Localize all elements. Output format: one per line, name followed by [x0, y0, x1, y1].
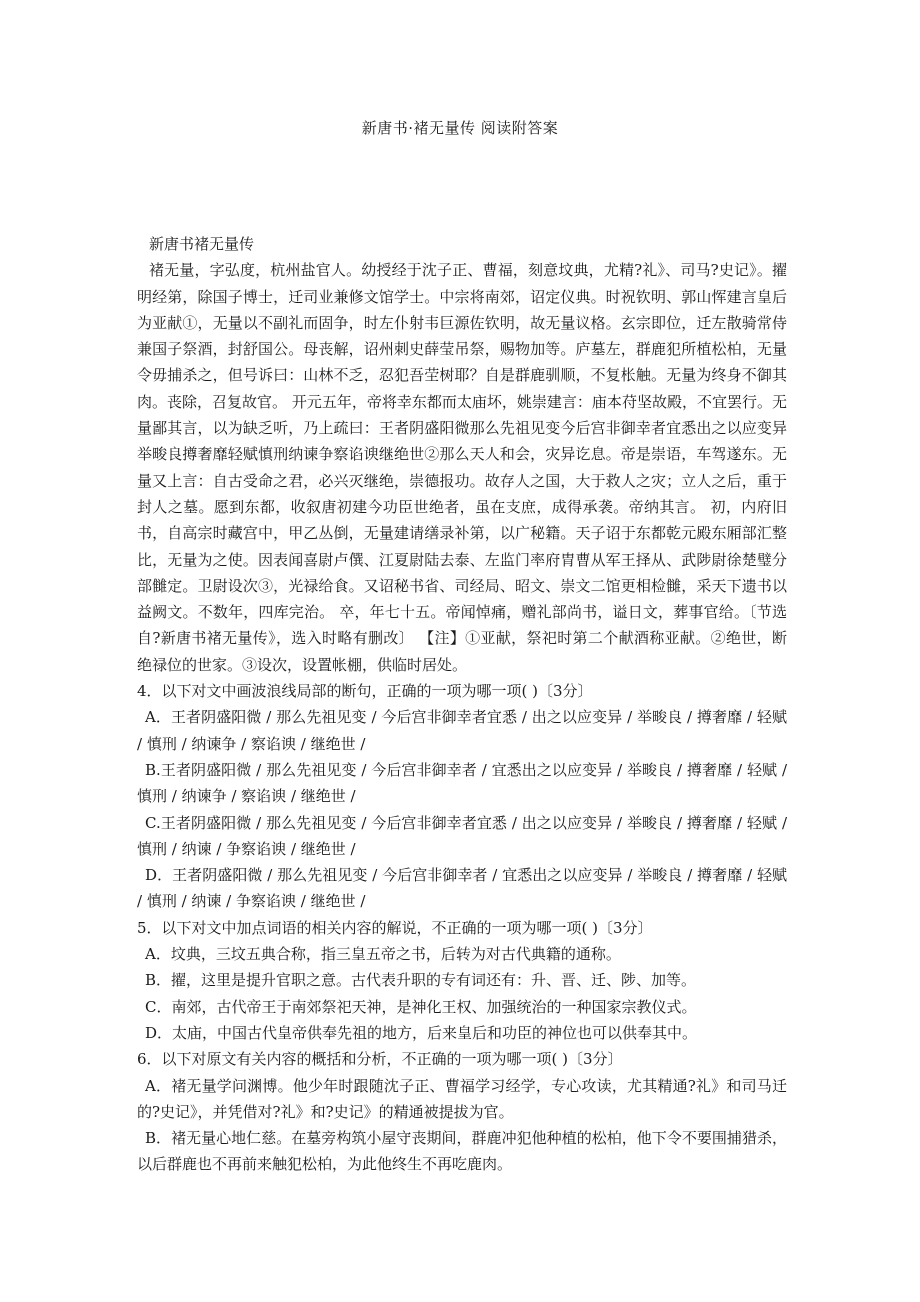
option-c: C.王者阴盛阳微 / 那么先祖见变 / 今后宫非御幸者宜悉 / 出之以应变异 / 举畯良 / 撙奢靡 / 轻赋 / 慎刑 / 纳谏 / 争察谄谀 / 继绝世 / — [137, 813, 787, 858]
question-6 — [137, 1046, 787, 1177]
passage-heading: 新唐书褚无量传 — [149, 235, 255, 253]
document-title: 新唐书·褚无量传 阅读附答案 — [361, 119, 559, 137]
option-d: D．太庙，中国古代皇帝供奉先祖的地方，后来皇后和功臣的神位也可以供奉其中。 — [145, 1023, 698, 1042]
question-5 — [137, 915, 787, 1046]
option-a: A．坟典，三坟五典合称，指三皇五帝之书，后转为对古代典籍的通称。 — [145, 945, 621, 964]
option-b: B．擢，这里是提升官职之意。古代表升职的专有词还有：升、晋、迁、陟、加等。 — [145, 971, 697, 990]
document-body — [137, 231, 787, 1178]
option-b: B.王者阴盛阳微 / 那么先祖见变 / 今后宫非御幸者 / 宜悉出之以应变异 / 举畯良 / 撙奢靡 / 轻赋 / 慎刑 / 纳谏争 / 察谄谀 / 继绝世 / — [137, 760, 787, 806]
option-a: A．王者阴盛阳微 / 那么先祖见变 / 今后宫非御幸者宜悉 / 出之以应变异 / 举畯良 / 撙奢靡 / 轻赋 / 慎刑 / 纳谏争 / 察谄谀 / 继绝世 / — [137, 708, 787, 753]
option-d: D．王者阴盛阳微 / 那么先祖见变 / 今后宫非御幸者 / 宜悉出之以应变异 / 举畯良 / 撙奢靡 / 轻赋 / 慎刑 / 纳谏 / 争察谄谀 / 继绝世 / — [137, 866, 787, 911]
option-a: A．褚无量学问渊博。他少年时跟随沈子正、曹福学习经学，专心攻读，尤其精通?礼》和司马迁的?史记》，并凭借对?礼》和?史记》的精通被提拔为官。 — [137, 1076, 787, 1121]
question-4 — [137, 678, 787, 915]
question-stem: 5．以下对文中加点词语的相关内容的解说，不正确的一项为哪一项( )〔3分〕 — [137, 918, 653, 937]
passage-text: 褚无量，字弘度，杭州盐官人。幼授经于沈子正、曹福，刻意坟典，尤精?礼》、司马?史记》。擢明经第，除国子博士，迁司业兼修文馆学士。中宗将南郊，诏定仪典。时祝钦明、郭山恽建言皇后为亚献①，无量以不副礼而固争，时左仆射韦巨源佐钦明，故无量议格。玄宗即位，迁左散骑常侍兼国子祭酒，封舒国公。母丧解，诏州刺史薛莹吊祭，赐物加等。庐墓左，群鹿犯所植松柏，无量令毋捕杀之，但号诉曰：山林不乏，忍犯吾茔树耶？自是群鹿驯顺，不复枨触。无量为终身不御其肉。丧除，召复故官。 开元五年，帝将幸东都而太庙坏，姚崇建言：庙本苻坚故殿，不宜罢行。无量鄙其言，以为缺乏听，乃上疏曰：王者阴盛阳微那么先祖见变今后宫非御幸者宜悉出之以应变异举畯良撙奢靡轻赋慎刑纳谏争察谄谀继绝世②那么天人和会，灾异讫息。帝是崇语，车驾遂东。无量又上言：自古受命之君，必兴灭继绝，崇德报功。故存人之国，大于救人之灾；立人之后，重于封人之墓。愿到东都，收叙唐初建今功臣世绝者，虽在支庶，成得承袭。帝纳其言。 初，内府旧书，自高宗时藏宫中，甲乙丛倒，无量建请缮录补第，以广秘籍。天子诏于东都乾元殿东厢部汇整比，无量为之使。因表闻喜尉卢僎、江夏尉陆去泰、左监门率府胄曹从军王择从、武陟尉徐楚璧分部雠定。卫尉设次③，光禄给食。又诏秘书省、司经局、昭文、崇文二馆更相检雠，采天下遗书以益阙文。不数年，四库完治。 卒，年七十五。帝闻悼痛，赠礼部尚书，谥日文，葬事官给。〔节选自?新唐书褚无量传》，选入时略有删改〕 【注】①亚献，祭祀时第二个献酒称亚献。②绝世，断绝禄位的世家。③设次，设置帐棚，供临时居处。 — [137, 261, 787, 674]
option-c: C．南郊，古代帝王于南郊祭祀天神，是神化王权、加强统治的一种国家宗教仪式。 — [145, 997, 697, 1016]
option-b: B．褚无量心地仁慈。在墓旁构筑小屋守丧期间，群鹿冲犯他种植的松柏，他下令不要围捕猎杀，以后群鹿也不再前来触犯松柏，为此他终生不再吃鹿肉。 — [137, 1129, 787, 1174]
question-stem: 6．以下对原文有关内容的概括和分析，不正确的一项为哪一项( )〔3分〕 — [137, 1050, 623, 1069]
question-stem: 4．以下对文中画波浪线局部的断句，正确的一项为哪一项( )〔3分〕 — [137, 682, 593, 701]
